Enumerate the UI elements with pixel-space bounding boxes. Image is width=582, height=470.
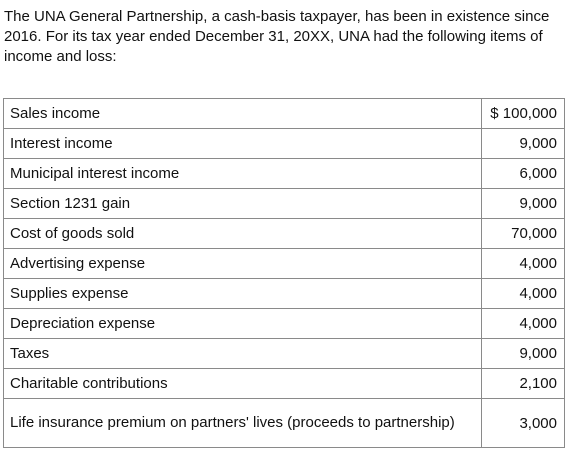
- item-amount: 70,000: [482, 219, 565, 249]
- item-label: Depreciation expense: [4, 309, 482, 339]
- item-amount: 3,000: [482, 399, 565, 448]
- table-row: [4, 339, 565, 369]
- table-row: [4, 369, 565, 399]
- table-row: [4, 99, 565, 129]
- item-label: Life insurance premium on partners' lives (proceeds to partnership): [4, 399, 482, 448]
- item-amount: 9,000: [482, 339, 565, 369]
- table-row: [4, 249, 565, 279]
- intro-paragraph: The UNA General Partnership, a cash-basis taxpayer, has been in existence since 2016. For its tax year ended December 31, 20XX, UNA had the following items of income and loss:: [4, 8, 550, 65]
- item-label: Advertising expense: [4, 249, 482, 279]
- item-amount: 2,100: [482, 369, 565, 399]
- table-row: [4, 279, 565, 309]
- item-amount: 9,000: [482, 129, 565, 159]
- table-row: [4, 399, 565, 448]
- item-amount: $ 100,000: [482, 99, 565, 129]
- item-amount: 6,000: [482, 159, 565, 189]
- item-amount: 4,000: [482, 249, 565, 279]
- item-label: Sales income: [4, 99, 482, 129]
- item-label: Section 1231 gain: [4, 189, 482, 219]
- table-row: [4, 219, 565, 249]
- table-row: [4, 189, 565, 219]
- item-label: Interest income: [4, 129, 482, 159]
- table-row: [4, 129, 565, 159]
- item-amount: 4,000: [482, 279, 565, 309]
- item-amount: 9,000: [482, 189, 565, 219]
- item-label: Supplies expense: [4, 279, 482, 309]
- item-label: Charitable contributions: [4, 369, 482, 399]
- item-label: Taxes: [4, 339, 482, 369]
- item-label: Municipal interest income: [4, 159, 482, 189]
- income-loss-table: [3, 98, 565, 448]
- item-label: Cost of goods sold: [4, 219, 482, 249]
- table-row: [4, 159, 565, 189]
- table-row: [4, 309, 565, 339]
- item-amount: 4,000: [482, 309, 565, 339]
